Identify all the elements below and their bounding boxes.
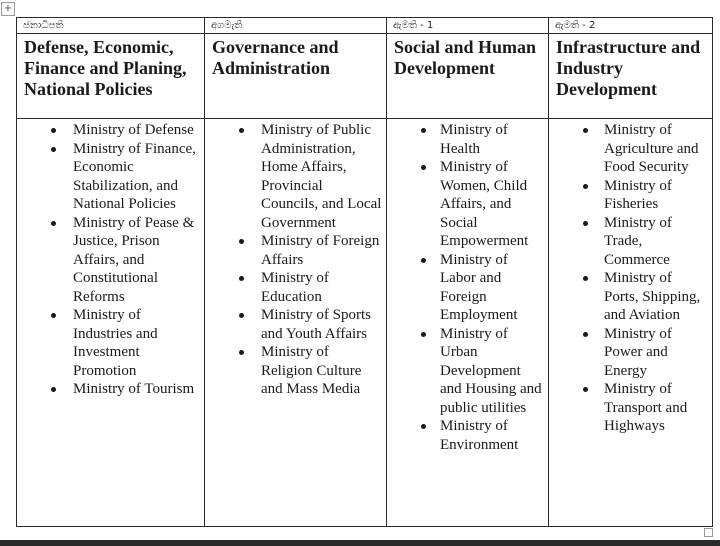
list-item: Ministry of Defense	[17, 121, 200, 140]
list-item: Ministry of Education	[205, 269, 382, 306]
table-resize-handle-icon[interactable]	[704, 528, 713, 537]
list-item: Ministry of Power and Energy	[549, 325, 708, 381]
ministry-list-cell	[387, 119, 549, 527]
column-title: Governance and Administration	[212, 37, 339, 78]
column-tag: ජනාධිපති	[17, 18, 204, 34]
column-title: Infrastructure and Industry Development	[556, 37, 701, 99]
ministry-list	[17, 119, 204, 399]
list-item: Ministry of Industries and Investment Promotion	[17, 306, 200, 380]
ministry-list-cell	[17, 119, 205, 527]
header-cell-minister-1	[387, 18, 549, 119]
list-item: Ministry of Pease & Justice, Prison Affairs, and Constitutional Reforms	[17, 214, 200, 307]
column-tag: අගමැති	[205, 18, 386, 34]
list-item: Ministry of Agriculture and Food Security	[549, 121, 708, 177]
column-title: Defense, Economic, Finance and Planing, National Policies	[24, 37, 187, 99]
list-item: Ministry of Urban Development and Housing and public utilities	[387, 325, 544, 418]
list-item: Ministry of Transport and Highways	[549, 380, 708, 436]
column-tag: ඇමති - 1	[387, 18, 548, 34]
list-item: Ministry of Fisheries	[549, 177, 708, 214]
list-item: Ministry of Tourism	[17, 380, 200, 399]
list-item: Ministry of Religion Culture and Mass Media	[205, 343, 382, 399]
ministry-list	[205, 119, 386, 399]
ministry-list-cell	[549, 119, 713, 527]
ministry-list	[387, 119, 548, 454]
header-row	[17, 18, 713, 119]
header-cell-prime-minister	[205, 18, 387, 119]
header-cell-president	[17, 18, 205, 119]
list-item: Ministry of Public Administration, Home Affairs, Provincial Councils, and Local Government	[205, 121, 382, 232]
list-item: Ministry of Trade, Commerce	[549, 214, 708, 270]
ministry-list	[549, 119, 712, 436]
ministries-row	[17, 119, 713, 527]
list-item: Ministry of Health	[387, 121, 544, 158]
column-title: Social and Human Development	[394, 37, 537, 78]
list-item: Ministry of Ports, Shipping, and Aviation	[549, 269, 708, 325]
list-item: Ministry of Foreign Affairs	[205, 232, 382, 269]
list-item: Ministry of Finance, Economic Stabilization, and National Policies	[17, 140, 200, 214]
bottom-edge-bar	[0, 540, 720, 546]
ministries-table	[16, 17, 713, 527]
column-tag: ඇමති - 2	[549, 18, 712, 34]
list-item: Ministry of Women, Child Affairs, and Social Empowerment	[387, 158, 544, 251]
list-item: Ministry of Environment	[387, 417, 544, 454]
list-item: Ministry of Labor and Foreign Employment	[387, 251, 544, 325]
header-cell-minister-2	[549, 18, 713, 119]
table-move-handle-icon[interactable]: +	[1, 2, 15, 16]
ministry-list-cell	[205, 119, 387, 527]
list-item: Ministry of Sports and Youth Affairs	[205, 306, 382, 343]
